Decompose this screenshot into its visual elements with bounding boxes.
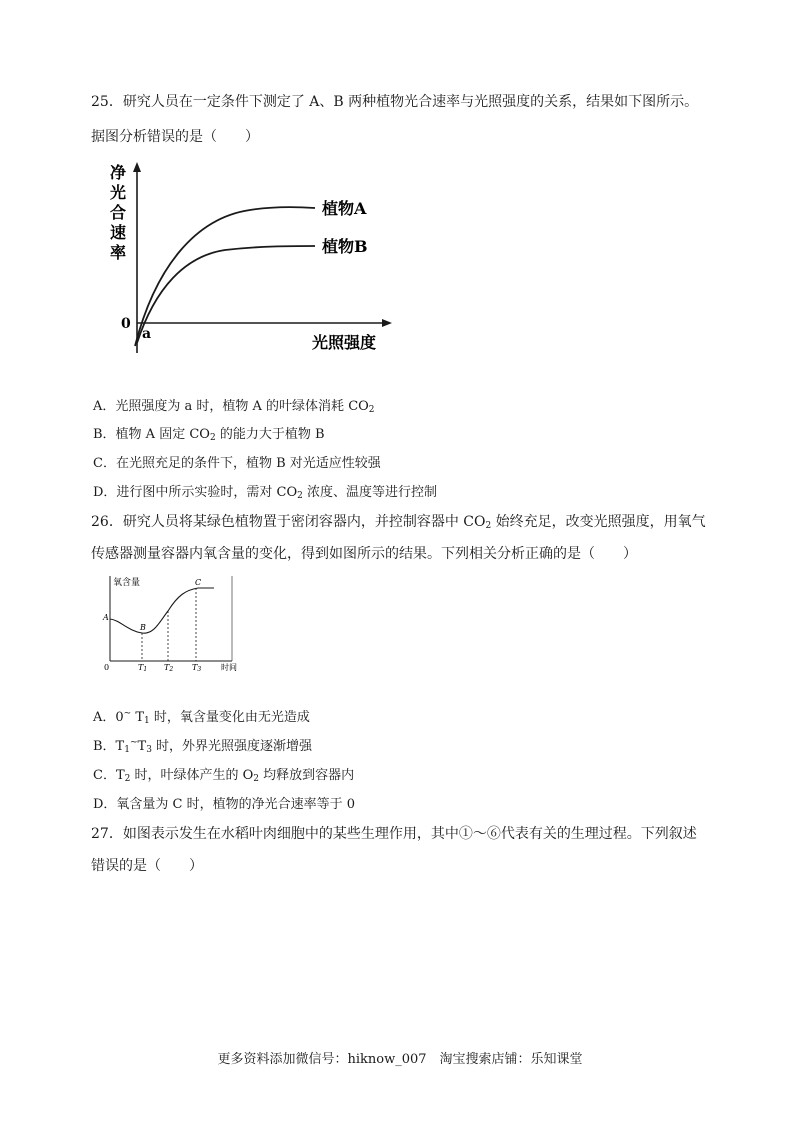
q26-option-a-sub: 1 [144, 716, 150, 726]
q26-option-a-text3: 时，氧含量变化由无光造成 [149, 710, 310, 725]
q26-option-b-sub2: 3 [146, 745, 152, 755]
q26-option-c-sub2: 2 [253, 774, 260, 784]
q26-point-a: A [103, 613, 109, 622]
q26-option-c-text1: C．T [93, 768, 125, 783]
q26-oxygen-curve [110, 588, 214, 633]
q25-option-a[interactable] [93, 398, 375, 416]
q26-option-a-text1: A．0 [93, 710, 124, 725]
q26-stem-line1 [91, 513, 706, 531]
q25-option-d-sub: 2 [297, 491, 303, 501]
q26-option-a-tilde: ~ [123, 708, 132, 719]
q25-stem-line2: 据图分析错误的是（ ） [91, 129, 259, 145]
q26-option-c[interactable] [93, 767, 354, 785]
q25-option-b-sub: 2 [209, 433, 216, 443]
q26-stem-line1-sub: 2 [485, 521, 492, 531]
q26-point-c: C [195, 578, 202, 587]
q25-option-d[interactable] [93, 484, 437, 502]
q26-option-b-tilde: ~ [129, 737, 138, 748]
q25-curve-plant-a [135, 207, 315, 346]
q25-origin-label: 0 [121, 316, 131, 332]
q26-option-a-text2: T [131, 710, 145, 725]
q25-y-label-4: 速 [109, 223, 127, 242]
q26-figure [98, 573, 248, 675]
q25-option-d-text: D．进行图中所示实验时，需对 CO [93, 485, 298, 500]
q26-stem-line1-suffix: 始终充足，改变光照强度，用氧气 [491, 514, 706, 530]
q26-option-b-sub1: 1 [124, 745, 130, 755]
q25-option-b-text: B．植物 A 固定 CO [93, 427, 210, 442]
q26-option-d[interactable]: D．氧含量为 C 时，植物的净光合速率等于 0 [93, 797, 356, 812]
q26-t3-sub: 3 [197, 666, 202, 673]
q26-option-b-text2: T [137, 739, 147, 754]
q25-option-b-suffix: 的能力大于植物 B [215, 427, 325, 442]
q25-option-d-suffix: 浓度、温度等进行控制 [302, 485, 438, 500]
q25-option-b[interactable] [93, 426, 325, 444]
q25-option-c[interactable]: C．在光照充足的条件下，植物 B 对光适应性较强 [93, 456, 381, 471]
q26-y-label: 氧含量 [113, 578, 141, 588]
q27-stem-line2: 错误的是（ ） [91, 858, 203, 874]
q26-option-c-text2: 时，叶绿体产生的 O [130, 768, 254, 783]
q26-t2-main: T [164, 663, 170, 672]
q25-y-label-1: 净 [109, 163, 127, 182]
q25-y-label-5: 率 [109, 243, 127, 262]
q27-stem-line1: 27．如图表示发生在水稻叶肉细胞中的某些生理作用，其中①～⑥代表有关的生理过程。下列叙述 [91, 826, 697, 842]
q26-option-b-text3: 时，外界光照强度逐渐增强 [151, 739, 313, 754]
q25-y-label-3: 合 [109, 203, 127, 222]
q25-figure [100, 158, 400, 378]
q26-option-c-sub1: 2 [124, 774, 131, 784]
q26-t3-main: T [192, 663, 198, 672]
q25-x-arrow [382, 319, 392, 327]
q26-stem-line2: 传感器测量容器内氧含量的变化，得到如图所示的结果。下列相关分析正确的是（ ） [91, 546, 637, 562]
q26-option-c-text3: 均释放到容器内 [259, 768, 355, 783]
q26-x-axis-label: 时间 [221, 663, 237, 672]
q26-t2-sub: 2 [169, 666, 174, 673]
q25-option-a-text: A．光照强度为 a 时，植物 A 的叶绿体消耗 CO [93, 399, 369, 414]
q26-origin-label: 0 [104, 663, 110, 672]
q26-t3-label [192, 663, 201, 673]
q26-t1-main: T [138, 663, 144, 672]
q26-t2-label [164, 663, 173, 673]
q26-stem-line1-text: 26．研究人员将某绿色植物置于密闭容器内，并控制容器中 CO [91, 514, 486, 530]
q25-point-a-label: a [142, 326, 152, 342]
q25-y-label-2: 光 [109, 183, 127, 202]
page-footer: 更多资料添加微信号：hiknow_007 淘宝搜索店铺：乐知课堂 [217, 1052, 583, 1067]
q25-option-a-sub: 2 [368, 405, 375, 415]
q26-option-a[interactable] [93, 709, 310, 727]
q26-option-b[interactable] [93, 738, 312, 756]
q25-curve-plant-b [137, 246, 315, 343]
q26-option-b-text1: B．T [93, 739, 125, 754]
q26-point-b: B [140, 623, 146, 632]
q25-y-arrow [133, 162, 141, 172]
q25-stem-line1: 25．研究人员在一定条件下测定了 A、B 两种植物光合速率与光照强度的关系，结果如下图所示。 [91, 94, 699, 110]
q25-curve-b-label: 植物B [322, 237, 368, 256]
q26-t1-label [138, 663, 147, 673]
q25-x-axis-label: 光照强度 [312, 333, 377, 352]
q25-curve-a-label: 植物A [322, 199, 367, 218]
q26-t1-sub: 1 [143, 666, 148, 673]
